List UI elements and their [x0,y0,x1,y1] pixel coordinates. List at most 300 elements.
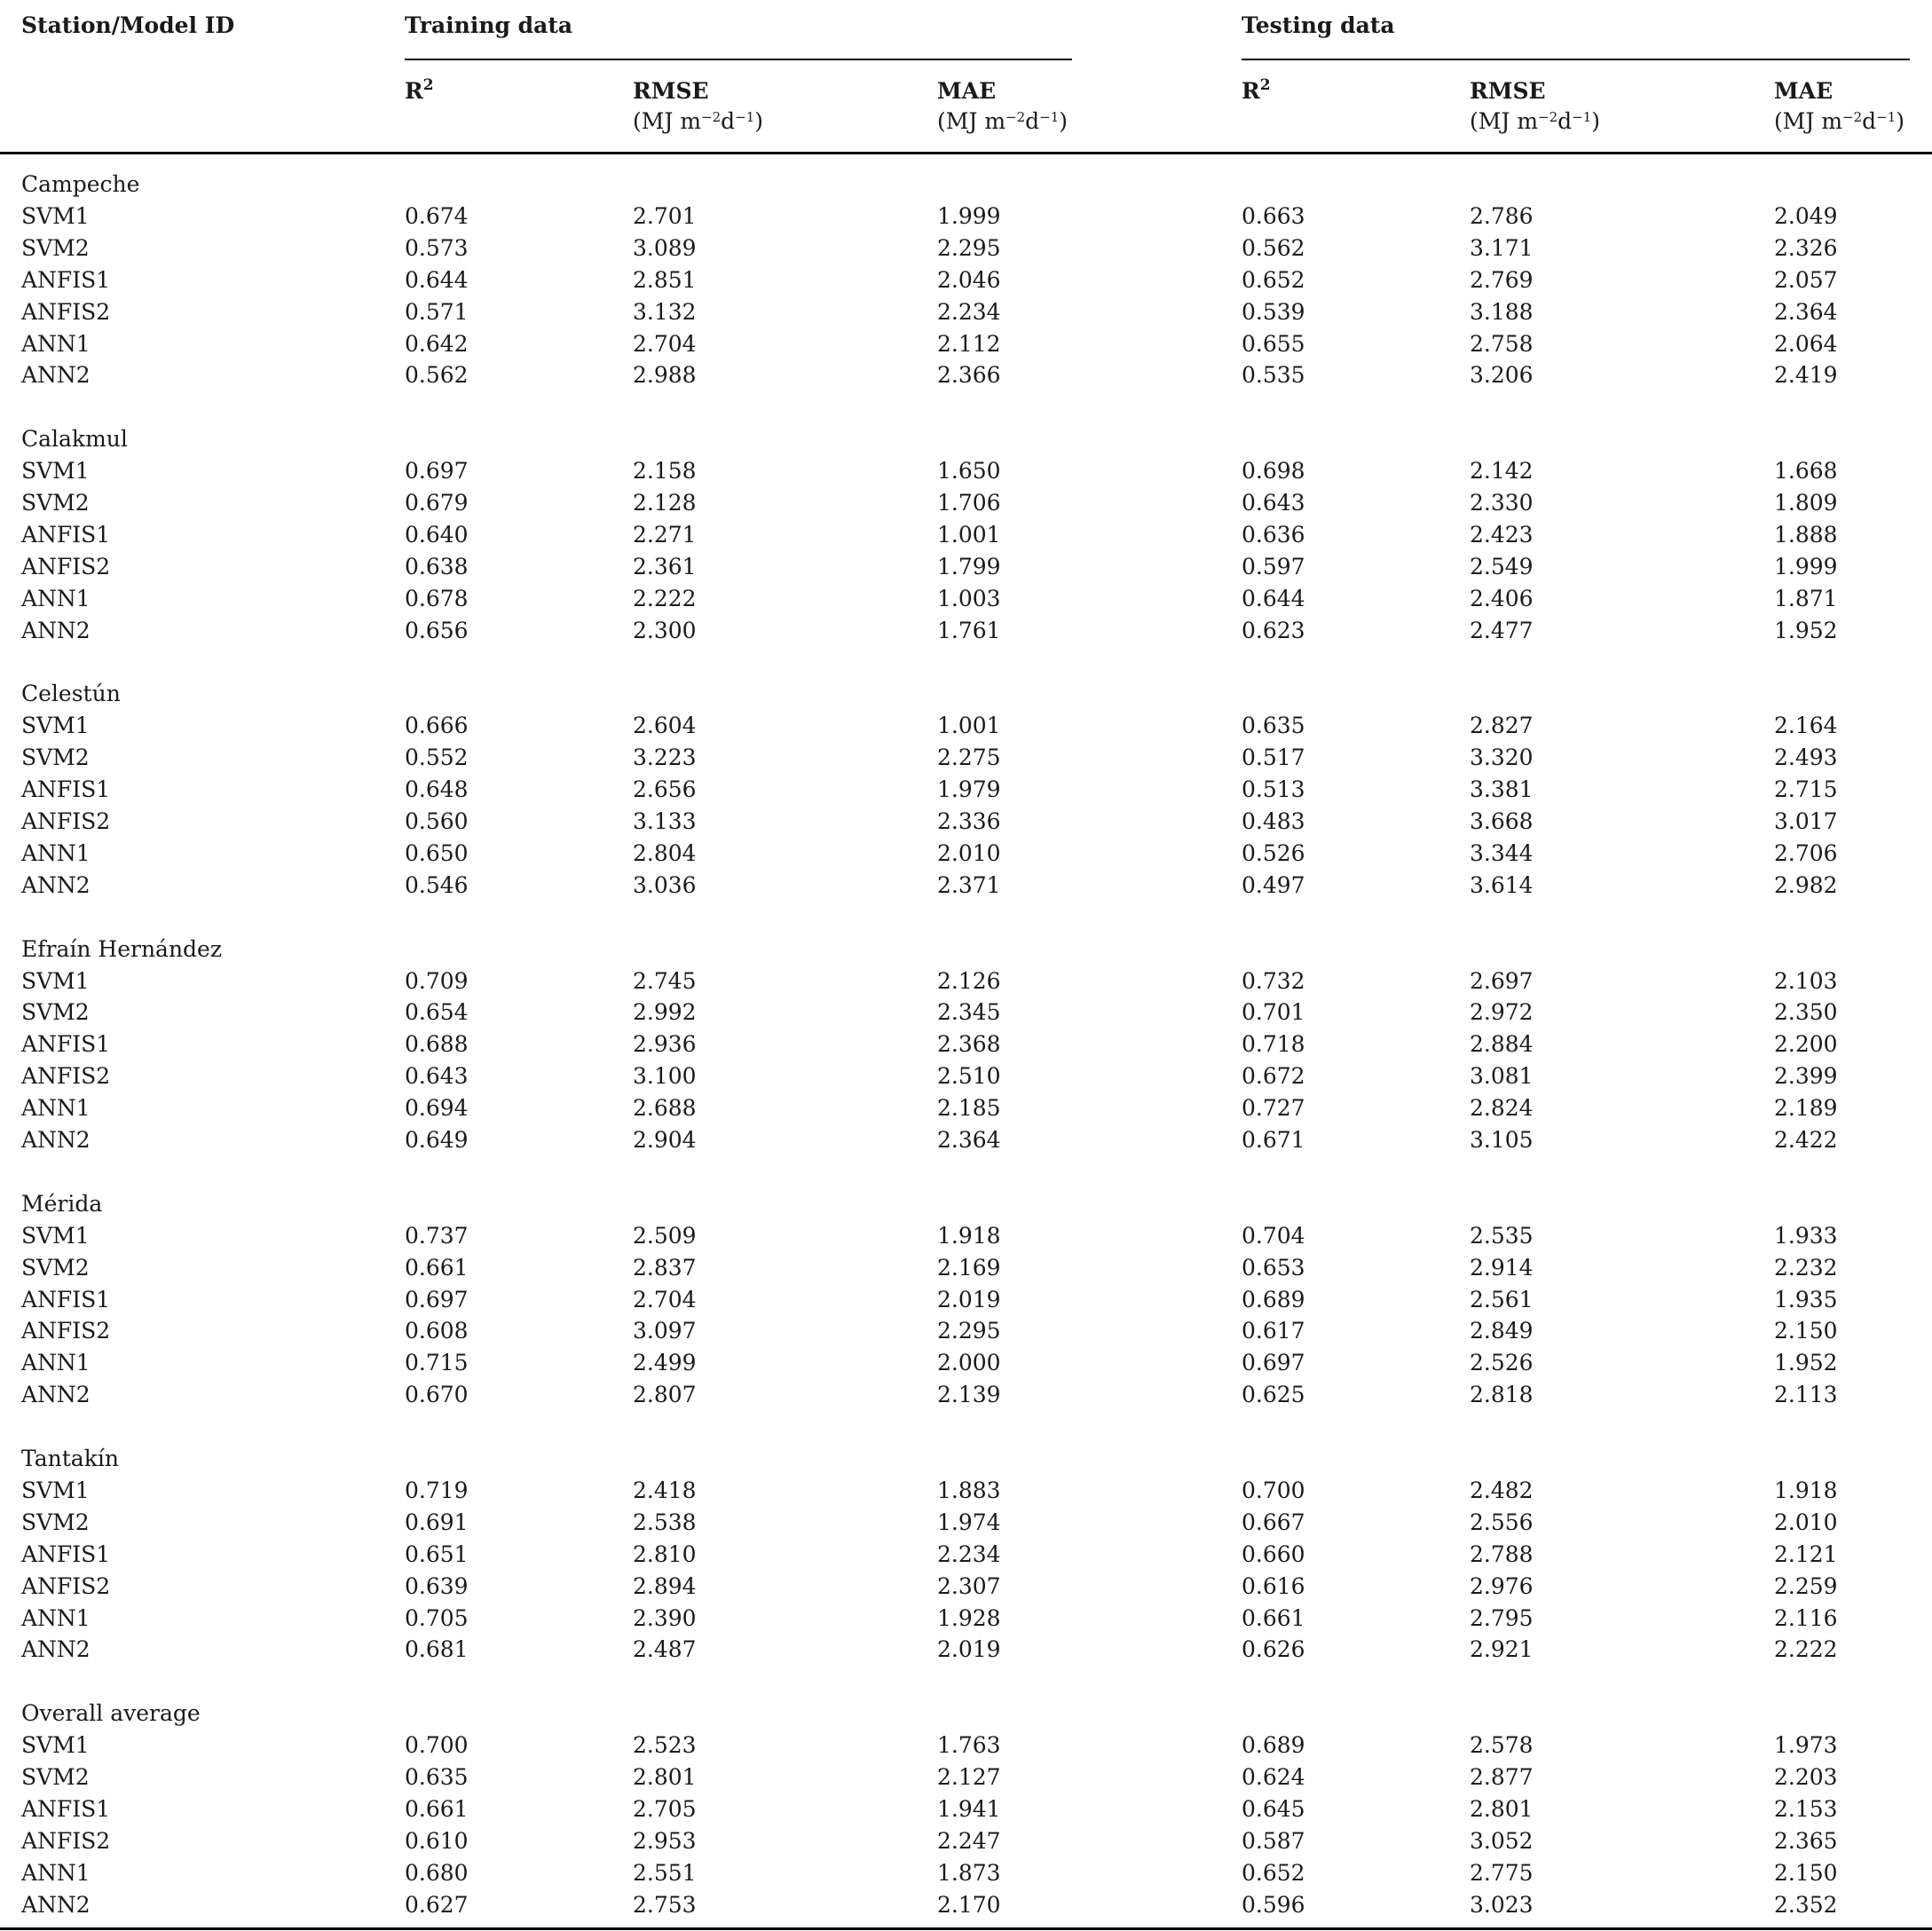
model-id-cell: ANN1 [21,1095,91,1122]
model-id-cell: ANFIS1 [21,776,111,803]
train-mae-cell: 2.000 [937,1350,1001,1376]
test-r2-cell: 0.644 [1242,585,1305,611]
test-r2-cell: 0.497 [1242,871,1305,898]
model-id-cell: ANN2 [21,1636,91,1663]
train-rmse-cell: 2.361 [633,553,697,579]
table-row [0,1315,1932,1347]
table-row [0,1092,1932,1124]
train-mae-cell: 1.918 [937,1222,1001,1249]
test-mae-cell: 2.493 [1774,745,1838,771]
test-r2-cell: 0.661 [1242,1604,1305,1631]
table-row [0,1825,1932,1857]
table-row [0,328,1932,360]
train-rmse-cell: 2.128 [633,490,697,516]
test-r2-cell: 0.652 [1242,1859,1305,1886]
train-rmse-cell: 3.223 [633,745,697,771]
train-r2-cell: 0.705 [405,1604,469,1631]
train-mae-cell: 1.001 [937,521,1001,548]
test-rmse-cell: 2.142 [1470,458,1534,485]
train-r2-cell: 0.560 [405,808,469,834]
station-group-label [0,1188,1932,1220]
test-mae-cell: 2.982 [1774,871,1838,898]
test-mae-cell: 2.189 [1774,1095,1838,1122]
train-mae-cell: 1.706 [937,490,1001,516]
train-rmse-cell: 2.487 [633,1636,697,1663]
test-mae-cell: 2.113 [1774,1382,1838,1408]
table-row [0,264,1932,296]
train-rmse-cell: 2.894 [633,1572,697,1599]
test-rmse-cell: 2.758 [1470,330,1534,357]
test-r2-cell: 0.655 [1242,330,1305,357]
test-mae-cell: 2.222 [1774,1636,1838,1663]
test-rmse-cell: 3.206 [1470,362,1534,389]
test-mae-cell: 1.935 [1774,1286,1838,1312]
test-rmse-cell: 2.535 [1470,1222,1534,1249]
train-mae-cell: 2.510 [937,1063,1001,1090]
model-id-cell: ANFIS1 [21,266,111,293]
train-mae-cell: 1.974 [937,1509,1001,1535]
test-mae-cell: 2.049 [1774,202,1838,229]
station-group-label [0,1698,1932,1730]
test-r2-cell: 0.689 [1242,1286,1305,1312]
train-r2-cell: 0.656 [405,617,469,643]
train-rmse-cell: 2.499 [633,1350,697,1376]
train-mae-cell: 2.364 [937,1127,1001,1153]
model-id-cell: ANN1 [21,1604,91,1631]
station-group-label [0,169,1932,201]
model-id-cell: SVM2 [21,999,90,1026]
table-row [0,359,1932,391]
table-row [0,806,1932,838]
train-rmse-cell: 2.992 [633,999,697,1026]
table-row [0,487,1932,519]
train-r2-cell: 0.674 [405,202,469,229]
test-mae-cell: 1.871 [1774,585,1838,611]
test-r2-cell: 0.701 [1242,999,1305,1026]
test-r2-cell: 0.636 [1242,521,1305,548]
training-data-header: Training data [405,12,573,38]
test-rmse-cell: 2.824 [1470,1095,1534,1122]
train-r2-cell: 0.697 [405,1286,469,1312]
test-r2-cell: 0.517 [1242,745,1305,771]
train-r2-cell: 0.680 [405,1859,469,1886]
test-rmse-cell: 2.549 [1470,553,1534,579]
train-rmse-cell: 3.036 [633,871,697,898]
table-row [0,1603,1932,1635]
test-r2-cell: 0.653 [1242,1254,1305,1281]
test-r2-cell: 0.513 [1242,776,1305,803]
test-rmse-header: RMSE (MJ $m^{-2}d^{-1}$) [1470,76,1600,137]
r2-label: R [1242,78,1260,104]
model-id-cell: ANFIS2 [21,808,111,834]
train-r2-cell: 0.546 [405,871,469,898]
train-rmse-cell: 2.936 [633,1031,697,1058]
test-r2-cell: 0.626 [1242,1636,1305,1663]
test-mae-cell: 2.153 [1774,1795,1838,1822]
station-group-label [0,934,1932,966]
station-group-label [0,1443,1932,1475]
train-mae-cell: 1.799 [937,553,1001,579]
test-mae-cell: 1.933 [1774,1222,1838,1249]
train-r2-cell: 0.610 [405,1827,469,1854]
test-rmse-cell: 3.668 [1470,808,1534,834]
test-mae-cell: 1.952 [1774,1350,1838,1376]
test-mae-cell: 2.064 [1774,330,1838,357]
station-group-label [0,678,1932,710]
model-id-cell: SVM1 [21,1732,90,1759]
model-id-cell: SVM1 [21,967,90,994]
model-id-cell: SVM1 [21,1477,90,1503]
train-rmse-cell: 2.688 [633,1095,697,1122]
train-mae-cell: 1.873 [937,1859,1001,1886]
model-id-cell: SVM2 [21,1254,90,1281]
test-mae-cell: 2.706 [1774,839,1838,866]
test-rmse-cell: 2.914 [1470,1254,1534,1281]
test-r2-cell: 0.617 [1242,1318,1305,1344]
train-mae-cell: 2.046 [937,266,1001,293]
test-mae-cell: 2.422 [1774,1127,1838,1153]
model-id-cell: ANN2 [21,1127,91,1153]
train-rmse-cell: 3.097 [633,1318,697,1344]
table-row [0,1730,1932,1762]
test-rmse-cell: 3.381 [1470,776,1534,803]
train-mae-cell: 2.368 [937,1031,1001,1058]
station-name: Celestún [21,681,121,707]
train-rmse-cell: 2.705 [633,1795,697,1822]
train-r2-cell: 0.688 [405,1031,469,1058]
test-mae-cell: 1.809 [1774,490,1838,516]
table-row [0,1857,1932,1889]
table-bottom-rule [0,1927,1932,1930]
table-row [0,710,1932,742]
test-mae-cell: 2.164 [1774,713,1838,739]
table-row [0,1379,1932,1411]
train-rmse-cell: 3.089 [633,234,697,261]
table-row [0,1252,1932,1284]
test-rmse-cell: 2.556 [1470,1509,1534,1535]
model-id-cell: SVM1 [21,713,90,739]
train-rmse-cell: 2.804 [633,839,697,866]
model-id-cell: SVM1 [21,202,90,229]
train-mae-cell: 2.126 [937,967,1001,994]
test-rmse-cell: 3.320 [1470,745,1534,771]
train-rmse-cell: 2.851 [633,266,697,293]
test-mae-cell: 2.365 [1774,1827,1838,1854]
test-mae-cell: 2.419 [1774,362,1838,389]
train-r2-cell: 0.649 [405,1127,469,1153]
train-r2-cell: 0.573 [405,234,469,261]
train-r2-cell: 0.638 [405,553,469,579]
train-rmse-cell: 2.745 [633,967,697,994]
train-mae-cell: 2.170 [937,1891,1001,1918]
model-id-cell: SVM2 [21,745,90,771]
test-r2-header: $R^2$ [1242,76,1271,104]
test-mae-cell: 2.364 [1774,298,1838,325]
table-row [0,838,1932,870]
train-rmse-cell: 2.271 [633,521,697,548]
test-r2-cell: 0.625 [1242,1382,1305,1408]
train-rmse-cell: 2.704 [633,330,697,357]
model-id-cell: ANN1 [21,585,91,611]
train-r2-cell: 0.562 [405,362,469,389]
table-row [0,519,1932,551]
model-id-cell: ANN1 [21,839,91,866]
train-r2-cell: 0.679 [405,490,469,516]
train-r2-cell: 0.608 [405,1318,469,1344]
test-r2-cell: 0.652 [1242,266,1305,293]
train-mae-cell: 1.003 [937,585,1001,611]
test-rmse-cell: 2.827 [1470,713,1534,739]
model-id-cell: ANFIS1 [21,1541,111,1567]
unit-label: (MJ $m^{-2}d^{-1}$) [633,108,764,134]
r2-label: R [405,78,423,104]
test-mae-cell: 2.352 [1774,1891,1838,1918]
train-mae-cell: 2.019 [937,1636,1001,1663]
train-r2-cell: 0.670 [405,1382,469,1408]
model-id-cell: ANFIS1 [21,1795,111,1822]
test-mae-cell: 1.918 [1774,1477,1838,1503]
test-rmse-cell: 2.482 [1470,1477,1534,1503]
model-id-cell: ANFIS2 [21,553,111,579]
test-mae-header: MAE (MJ $m^{-2}d^{-1}$) [1774,76,1904,137]
test-rmse-cell: 2.884 [1470,1031,1534,1058]
station-name: Calakmul [21,426,128,453]
test-mae-cell: 2.326 [1774,234,1838,261]
table-row [0,455,1932,487]
train-mae-cell: 2.307 [937,1572,1001,1599]
test-rmse-cell: 2.423 [1470,521,1534,548]
train-mae-cell: 2.112 [937,330,1001,357]
test-rmse-cell: 2.406 [1470,585,1534,611]
model-id-cell: ANFIS1 [21,521,111,548]
model-id-cell: ANFIS2 [21,1572,111,1599]
train-rmse-cell: 2.551 [633,1859,697,1886]
train-rmse-cell: 3.132 [633,298,697,325]
train-r2-cell: 0.635 [405,1764,469,1790]
table-row [0,742,1932,774]
train-rmse-cell: 2.300 [633,617,697,643]
train-mae-cell: 1.650 [937,458,1001,485]
test-r2-cell: 0.562 [1242,234,1305,261]
model-id-cell: ANFIS1 [21,1031,111,1058]
train-mae-cell: 2.371 [937,871,1001,898]
model-id-cell: SVM2 [21,1509,90,1535]
train-r2-cell: 0.571 [405,298,469,325]
train-mae-cell: 2.275 [937,745,1001,771]
test-rmse-cell: 2.877 [1470,1764,1534,1790]
test-rmse-cell: 2.976 [1470,1572,1534,1599]
train-r2-cell: 0.694 [405,1095,469,1122]
train-r2-cell: 0.691 [405,1509,469,1535]
table-row [0,583,1932,615]
test-rmse-cell: 3.023 [1470,1891,1534,1918]
station-group-label [0,423,1932,455]
table-row [0,774,1932,806]
test-r2-cell: 0.616 [1242,1572,1305,1599]
test-rmse-cell: 2.788 [1470,1541,1534,1567]
test-r2-cell: 0.535 [1242,362,1305,389]
train-rmse-cell: 2.704 [633,1286,697,1312]
train-r2-cell: 0.678 [405,585,469,611]
train-r2-cell: 0.642 [405,330,469,357]
train-mae-cell: 1.941 [937,1795,1001,1822]
train-r2-cell: 0.651 [405,1541,469,1567]
model-id-cell: ANN2 [21,1891,91,1918]
train-r2-cell: 0.640 [405,521,469,548]
station-name: Mérida [21,1190,103,1217]
train-rmse-cell: 3.100 [633,1063,697,1090]
model-id-cell: ANN2 [21,871,91,898]
test-mae-cell: 2.116 [1774,1604,1838,1631]
unit-label: (MJ $m^{-2}d^{-1}$) [1774,108,1905,134]
station-name: Efraín Hernández [21,935,223,962]
test-r2-cell: 0.526 [1242,839,1305,866]
train-mae-cell: 2.010 [937,839,1001,866]
model-id-cell: SVM2 [21,234,90,261]
station-name: Overall average [21,1700,201,1727]
test-r2-cell: 0.732 [1242,967,1305,994]
train-mae-cell: 2.247 [937,1827,1001,1854]
train-rmse-cell: 2.953 [633,1827,697,1854]
test-mae-cell: 1.973 [1774,1732,1838,1759]
model-id-cell: ANN1 [21,1350,91,1376]
test-r2-cell: 0.539 [1242,298,1305,325]
model-id-cell: ANN2 [21,617,91,643]
test-rmse-cell: 2.561 [1470,1286,1534,1312]
table-row [0,1284,1932,1316]
model-id-cell: SVM1 [21,458,90,485]
test-rmse-cell: 2.849 [1470,1318,1534,1344]
train-rmse-header: RMSE (MJ $m^{-2}d^{-1}$) [633,76,763,137]
unit-label: (MJ $m^{-2}d^{-1}$) [1470,108,1601,134]
train-r2-cell: 0.715 [405,1350,469,1376]
test-r2-cell: 0.643 [1242,490,1305,516]
table-row [0,1347,1932,1379]
test-rmse-cell: 3.188 [1470,298,1534,325]
train-rmse-cell: 2.509 [633,1222,697,1249]
test-rmse-cell: 3.105 [1470,1127,1534,1153]
train-mae-cell: 2.295 [937,1318,1001,1344]
test-rmse-cell: 3.052 [1470,1827,1534,1854]
test-mae-cell: 2.121 [1774,1541,1838,1567]
unit-label: (MJ $m^{-2}d^{-1}$) [937,108,1069,134]
train-r2-cell: 0.552 [405,745,469,771]
train-r2-cell: 0.627 [405,1891,469,1918]
test-rmse-cell: 2.330 [1470,490,1534,516]
test-r2-cell: 0.660 [1242,1541,1305,1567]
test-mae-cell: 2.150 [1774,1318,1838,1344]
test-mae-cell: 2.399 [1774,1063,1838,1090]
train-rmse-cell: 2.988 [633,362,697,389]
test-rmse-cell: 3.344 [1470,839,1534,866]
test-mae-cell: 1.999 [1774,553,1838,579]
table-row [0,615,1932,647]
model-id-cell: ANFIS2 [21,1827,111,1854]
test-r2-cell: 0.597 [1242,553,1305,579]
model-id-cell: ANN2 [21,1382,91,1408]
model-id-cell: SVM1 [21,1222,90,1249]
train-r2-cell: 0.681 [405,1636,469,1663]
table-row [0,296,1932,328]
testing-data-header: Testing data [1242,12,1395,38]
test-r2-cell: 0.671 [1242,1127,1305,1153]
train-r2-cell: 0.700 [405,1732,469,1759]
test-r2-cell: 0.698 [1242,458,1305,485]
train-r2-cell: 0.654 [405,999,469,1026]
test-rmse-cell: 2.921 [1470,1636,1534,1663]
train-rmse-cell: 2.390 [633,1604,697,1631]
table-row [0,1124,1932,1156]
test-mae-cell: 2.103 [1774,967,1838,994]
table-row [0,1060,1932,1092]
train-r2-cell: 0.697 [405,458,469,485]
train-rmse-cell: 2.538 [633,1509,697,1535]
train-rmse-cell: 2.523 [633,1732,697,1759]
test-r2-cell: 0.704 [1242,1222,1305,1249]
test-rmse-cell: 2.795 [1470,1604,1534,1631]
train-r2-cell: 0.661 [405,1254,469,1281]
model-id-cell: SVM2 [21,1764,90,1790]
train-r2-cell: 0.719 [405,1477,469,1503]
test-r2-cell: 0.718 [1242,1031,1305,1058]
train-mae-cell: 2.127 [937,1764,1001,1790]
train-r2-cell: 0.709 [405,967,469,994]
test-mae-cell: 2.200 [1774,1031,1838,1058]
train-rmse-cell: 2.807 [633,1382,697,1408]
test-mae-cell: 1.668 [1774,458,1838,485]
train-rmse-cell: 3.133 [633,808,697,834]
test-r2-cell: 0.663 [1242,202,1305,229]
test-r2-cell: 0.727 [1242,1095,1305,1122]
train-rmse-cell: 2.753 [633,1891,697,1918]
test-rmse-cell: 2.769 [1470,266,1534,293]
table-row [0,551,1932,583]
table-row [0,1634,1932,1666]
table-row [0,870,1932,902]
train-r2-cell: 0.666 [405,713,469,739]
train-mae-header: MAE (MJ $m^{-2}d^{-1}$) [937,76,1068,137]
test-r2-cell: 0.697 [1242,1350,1305,1376]
train-mae-cell: 2.139 [937,1382,1001,1408]
model-id-cell: ANN1 [21,330,91,357]
train-rmse-cell: 2.222 [633,585,697,611]
test-rmse-cell: 2.786 [1470,202,1534,229]
test-mae-cell: 1.952 [1774,617,1838,643]
test-mae-cell: 2.232 [1774,1254,1838,1281]
test-mae-cell: 3.017 [1774,808,1838,834]
training-group-rule [405,59,1072,60]
test-rmse-cell: 2.818 [1470,1382,1534,1408]
train-r2-header: $R^2$ [405,76,434,104]
test-rmse-cell: 2.526 [1470,1350,1534,1376]
train-r2-cell: 0.639 [405,1572,469,1599]
test-mae-cell: 2.057 [1774,266,1838,293]
test-rmse-cell: 2.775 [1470,1859,1534,1886]
train-r2-cell: 0.644 [405,266,469,293]
station-name: Tantakín [21,1446,119,1471]
table-row [0,1507,1932,1539]
train-mae-cell: 1.928 [937,1604,1001,1631]
train-rmse-cell: 2.656 [633,776,697,803]
train-rmse-cell: 2.418 [633,1477,697,1503]
train-mae-cell: 2.295 [937,234,1001,261]
table-row [0,1793,1932,1825]
station-name: Campeche [21,171,140,197]
test-mae-cell: 1.888 [1774,521,1838,548]
model-id-cell: ANN2 [21,362,91,389]
train-mae-cell: 2.345 [937,999,1001,1026]
station-model-header: Station/Model ID [21,12,235,38]
